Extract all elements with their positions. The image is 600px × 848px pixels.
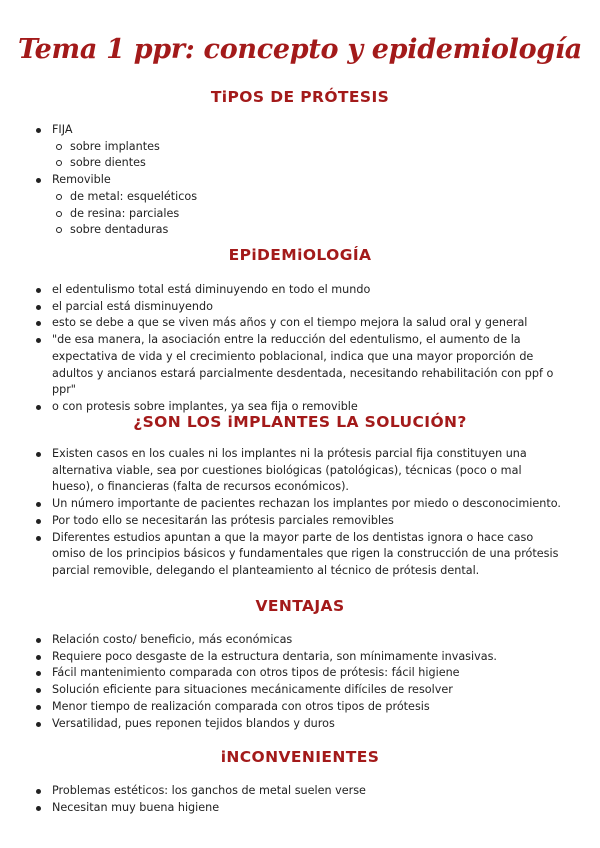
bullet-icon — [36, 536, 41, 541]
bullet-icon — [36, 288, 41, 293]
circle-bullet-icon — [56, 227, 62, 233]
sublist — [56, 189, 566, 239]
list-item: Por todo ello se necesitarán las prótesis parciales removibles — [36, 513, 566, 530]
list-implantes — [36, 446, 566, 580]
circle-bullet-icon — [56, 211, 62, 217]
list-item: Removible de metal: esqueléticos de resina: parciales sobre dentaduras — [36, 172, 566, 239]
list-epidemiologia — [36, 282, 566, 416]
page-title: Tema 1 ppr: concepto y epidemiología — [17, 34, 583, 65]
list-item: Existen casos en los cuales ni los implantes ni la prótesis parcial fija constituyen una alternativa viable, sea por cuestiones biológicas (patológicas), técnicas (poco o mal hueso), o financieras (falta de recursos económicos). — [36, 446, 566, 496]
sublist-item: de metal: esqueléticos — [56, 189, 566, 206]
list-item: Requiere poco desgaste de la estructura dentaria, son mínimamente invasivas. — [36, 649, 566, 666]
bullet-icon — [36, 128, 41, 133]
bullet-icon — [36, 305, 41, 310]
bullet-icon — [36, 178, 41, 183]
heading-implantes: ¿SON LOS iMPLANTES LA SOLUCIÓN? — [133, 413, 467, 431]
list-item: Menor tiempo de realización comparada con otros tipos de prótesis — [36, 699, 566, 716]
heading-tipos: TiPOS DE PRÓTESIS — [210, 88, 390, 106]
list-item: Un número importante de pacientes rechazan los implantes por miedo o desconocimiento. — [36, 496, 566, 513]
list-item: esto se debe a que se viven más años y con el tiempo mejora la salud oral y general — [36, 315, 566, 332]
list-item: Problemas estéticos: los ganchos de metal suelen verse — [36, 783, 566, 800]
bullet-icon — [36, 452, 41, 457]
sublist-item: sobre dientes — [56, 155, 566, 172]
bullet-icon — [36, 519, 41, 524]
circle-bullet-icon — [56, 144, 62, 150]
circle-bullet-icon — [56, 160, 62, 166]
bullet-icon — [36, 671, 41, 676]
list-tipos — [36, 122, 566, 239]
list-item: "de esa manera, la asociación entre la reducción del edentulismo, el aumento de la expectativa de vida y el crecimiento poblacional, indica que una mayor proporción de adultos y ancianos estará parcialmente desdentada, necesitando rehabilitación con ppf o ppr" — [36, 332, 566, 399]
bullet-icon — [36, 405, 41, 410]
list-item: el edentulismo total está diminuyendo en todo el mundo — [36, 282, 566, 299]
circle-bullet-icon — [56, 194, 62, 200]
bullet-icon — [36, 722, 41, 727]
list-inconvenientes — [36, 783, 566, 816]
list-ventajas — [36, 632, 566, 732]
heading-inconvenientes: iNCONVENIENTES — [220, 748, 380, 766]
bullet-icon — [36, 806, 41, 811]
heading-ventajas: VENTAJAS — [255, 597, 345, 615]
sublist — [56, 139, 566, 172]
bullet-icon — [36, 638, 41, 643]
list-item: Necesitan muy buena higiene — [36, 800, 566, 817]
bullet-icon — [36, 321, 41, 326]
sublist-item: de resina: parciales — [56, 206, 566, 223]
list-item: Relación costo/ beneficio, más económicas — [36, 632, 566, 649]
sublist-item: sobre implantes — [56, 139, 566, 156]
list-item: Fácil mantenimiento comparada con otros tipos de prótesis: fácil higiene — [36, 665, 566, 682]
list-item: Solución eficiente para situaciones mecánicamente difíciles de resolver — [36, 682, 566, 699]
list-item: o con protesis sobre implantes, ya sea fija o removible — [36, 399, 566, 416]
bullet-icon — [36, 655, 41, 660]
list-item: Versatilidad, pues reponen tejidos blandos y duros — [36, 716, 566, 733]
bullet-icon — [36, 338, 41, 343]
list-item: Diferentes estudios apuntan a que la mayor parte de los dentistas ignora o hace caso omiso de los principios básicos y fundamentales que rigen la construcción de una prótesis parcial removible, delegando el planteamiento al técnico de prótesis dental. — [36, 530, 566, 580]
heading-epidemiologia: EPiDEMiOLOGÍA — [228, 246, 372, 264]
bullet-icon — [36, 688, 41, 693]
sublist-item: sobre dentaduras — [56, 222, 566, 239]
bullet-icon — [36, 789, 41, 794]
bullet-icon — [36, 502, 41, 507]
list-item: FIJA sobre implantes sobre dientes — [36, 122, 566, 172]
list-item: el parcial está disminuyendo — [36, 299, 566, 316]
bullet-icon — [36, 705, 41, 710]
